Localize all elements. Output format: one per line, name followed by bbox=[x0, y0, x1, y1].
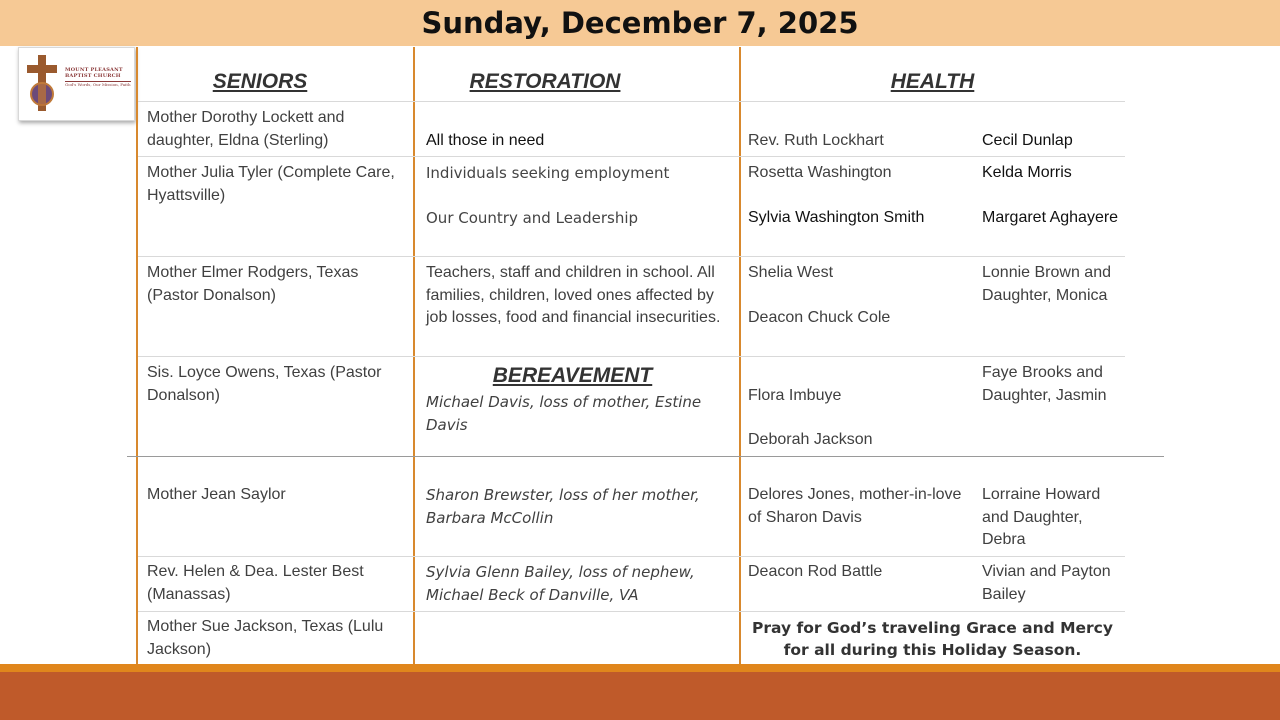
health-entry: Cecil Dunlap bbox=[982, 132, 1073, 149]
health-entry: Deacon Chuck Cole bbox=[748, 309, 891, 326]
health-entry: Lonnie Brown and Daughter, Monica bbox=[982, 264, 1111, 304]
column-divider bbox=[136, 47, 138, 720]
bereavement-entry: Michael Davis, loss of mother, Estine Davis bbox=[426, 393, 702, 434]
seniors-entry: Mother Julia Tyler (Complete Care, Hyattsville) bbox=[147, 164, 395, 204]
restoration-entry: Our Country and Leadership bbox=[426, 209, 639, 227]
health-entry: Shelia West bbox=[748, 264, 834, 281]
seniors-entry: Mother Dorothy Lockett and daughter, Eldna (Sterling) bbox=[147, 109, 345, 149]
row-divider bbox=[138, 556, 1125, 557]
row-divider bbox=[127, 456, 1164, 457]
footer-accent-strip bbox=[0, 664, 1280, 672]
seniors-header: SENIORS bbox=[212, 70, 308, 93]
health-entry: Margaret Aghayere bbox=[982, 209, 1119, 226]
health-entry: Vivian and Payton Bailey bbox=[982, 563, 1111, 603]
row-divider bbox=[138, 356, 1125, 357]
church-logo bbox=[18, 47, 135, 121]
bereavement-header: BEREAVEMENT bbox=[492, 364, 653, 387]
bereavement-entry: Sylvia Glenn Bailey, loss of nephew, Michael Beck of Danville, VA bbox=[426, 563, 695, 604]
restoration-entry: Individuals seeking employment bbox=[426, 164, 670, 182]
row-divider bbox=[138, 101, 1125, 102]
footer-bar bbox=[0, 672, 1280, 720]
health-entry: Faye Brooks and Daughter, Jasmin bbox=[982, 364, 1107, 404]
seniors-entry: Mother Sue Jackson, Texas (Lulu Jackson) bbox=[147, 618, 384, 658]
seniors-entry: Mother Jean Saylor bbox=[147, 486, 286, 503]
health-entry: Kelda Morris bbox=[982, 164, 1072, 181]
row-divider bbox=[138, 611, 1125, 612]
health-header: HEALTH bbox=[890, 70, 975, 93]
health-entry: Deacon Rod Battle bbox=[748, 563, 883, 580]
seniors-entry: Sis. Loyce Owens, Texas (Pastor Donalson) bbox=[147, 364, 382, 404]
logo-tagline: God's Words, Our Mission, Faith bbox=[65, 82, 131, 87]
health-entry: Deborah Jackson bbox=[748, 431, 873, 448]
seniors-entry: Mother Elmer Rodgers, Texas (Pastor Donalson) bbox=[147, 264, 359, 304]
health-entry: Lorraine Howard and Daughter, Debra bbox=[982, 486, 1101, 548]
seniors-entry: Rev. Helen & Dea. Lester Best (Manassas) bbox=[147, 563, 364, 603]
row-divider bbox=[138, 156, 1125, 157]
logo-name: MOUNT PLEASANT BAPTIST CHURCH bbox=[65, 67, 123, 79]
row-divider bbox=[138, 256, 1125, 257]
restoration-entry: Teachers, staff and children in school. All families, children, loved ones affected by job losses, food and financial insecurities. bbox=[426, 264, 721, 326]
restoration-entry: All those in need bbox=[426, 132, 545, 149]
health-entry: Sylvia Washington Smith bbox=[748, 209, 925, 226]
column-divider bbox=[739, 47, 741, 696]
health-entry: Rosetta Washington bbox=[748, 164, 892, 181]
page-title: Sunday, December 7, 2025 bbox=[421, 6, 859, 40]
column-divider bbox=[413, 47, 415, 696]
bereavement-entry: Sharon Brewster, loss of her mother, Barbara McCollin bbox=[426, 486, 700, 527]
restoration-header: RESTORATION bbox=[469, 70, 621, 93]
title-bar bbox=[0, 0, 1280, 46]
health-entry: Flora Imbuye bbox=[748, 387, 842, 404]
health-entry: Rev. Ruth Lockhart bbox=[748, 132, 884, 149]
health-entry: Delores Jones, mother-in-love of Sharon Davis bbox=[748, 486, 962, 526]
prayer-notice: Pray for God’s traveling Grace and Mercy for all during this Holiday Season. bbox=[752, 619, 1113, 659]
